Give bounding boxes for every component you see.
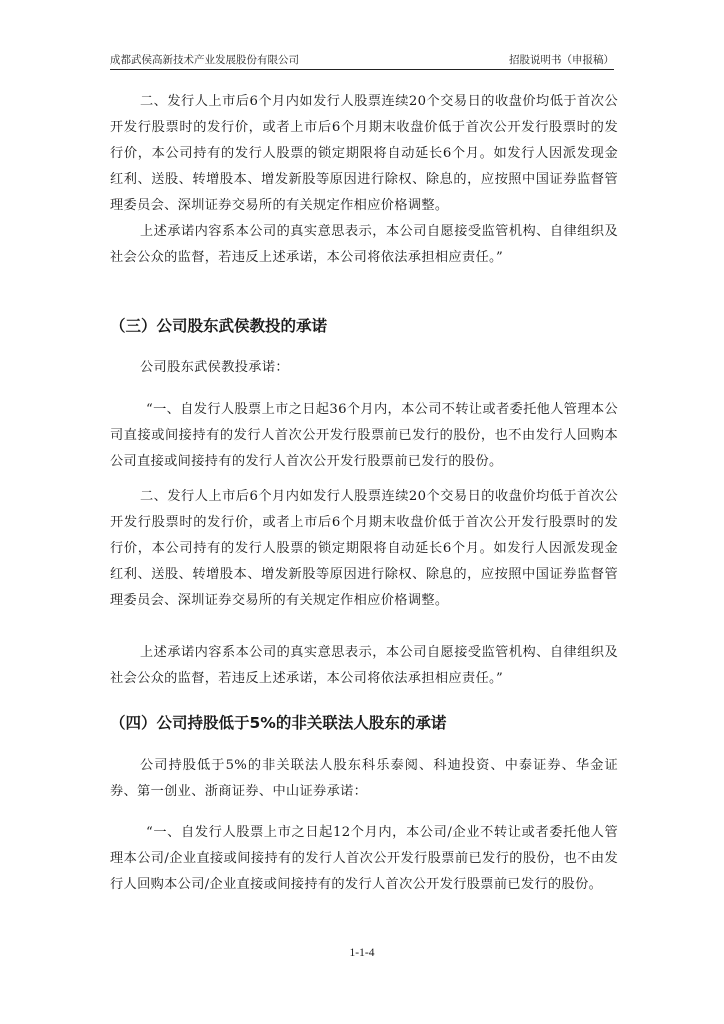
paragraph-intro-3: 公司股东武侯教投承诺： [140,360,289,375]
paragraph-commitment-statement-1: 上述承诺内容系本公司的真实意思表示，本公司自愿接受监管机构、自律组织及社会公众的监督，若违反上述承诺，本公司将依法承担相应责任。” [110,224,618,265]
paragraph-lockup-36-months: “一、自发行人股票上市之日起36个月内，本公司不转让或者委托他人管理本公司直接或间接持有的发行人首次公开发行股票前已发行的股份，也不由发行人回购本公司直接或间接持有的发行人首次公开发行股票前已发行的股份。 [110,402,618,469]
paragraph-commitment-statement-2: 上述承诺内容系本公司的真实意思表示，本公司自愿接受监管机构、自律组织及社会公众的监督，若违反上述承诺，本公司将依法承担相应责任。” [110,645,618,686]
paragraph-lockup-12-months: “一、自发行人股票上市之日起12个月内，本公司/企业不转让或者委托他人管理本公司/企业直接或间接持有的发行人首次公开发行股票前已发行的股份，也不由发行人回购本公司/企业直接或间接持有的发行人首次公开发行股票前已发行的股份。 [110,825,618,892]
paragraph-intro-4: 公司持股低于5%的非关联法人股东科乐泰阅、科迪投资、中泰证券、华金证券、第一创业、浙商证券、中山证券承诺： [110,758,618,799]
section-heading-3: （三）公司股东武侯教投的承诺 [110,317,328,335]
paragraph-lockup-extension-2: 二、发行人上市后6个月内如发行人股票连续20个交易日的收盘价均低于首次公开发行股票时的发行价，或者上市后6个月期末收盘价低于首次公开发行股票时的发行价，本公司持有的发行人股票的锁定期限将自动延长6个月。如发行人因派发现金红利、送股、转增股本、增发新股等原因进行除权、除息的，应按照中国证券监督管理委员会、深圳证券交易所的有关规定作相应价格调整。 [110,489,618,608]
document-type: 招股说明书（申报稿） [509,54,614,66]
page-number: 1-1-4 [349,947,375,959]
page-header [110,52,614,68]
company-name: 成都武侯高新技术产业发展股份有限公司 [110,54,299,66]
paragraph-lockup-extension-1: 二、发行人上市后6个月内如发行人股票连续20个交易日的收盘价均低于首次公开发行股票时的发行价，或者上市后6个月期末收盘价低于首次公开发行股票时的发行价，本公司持有的发行人股票的锁定期限将自动延长6个月。如发行人因派发现金红利、送股、转增股本、增发新股等原因进行除权、除息的，应按照中国证券监督管理委员会、深圳证券交易所的有关规定作相应价格调整。 [110,94,618,213]
section-heading-4: （四）公司持股低于5%的非关联法人股东的承诺 [110,714,447,732]
header-divider [110,69,614,70]
